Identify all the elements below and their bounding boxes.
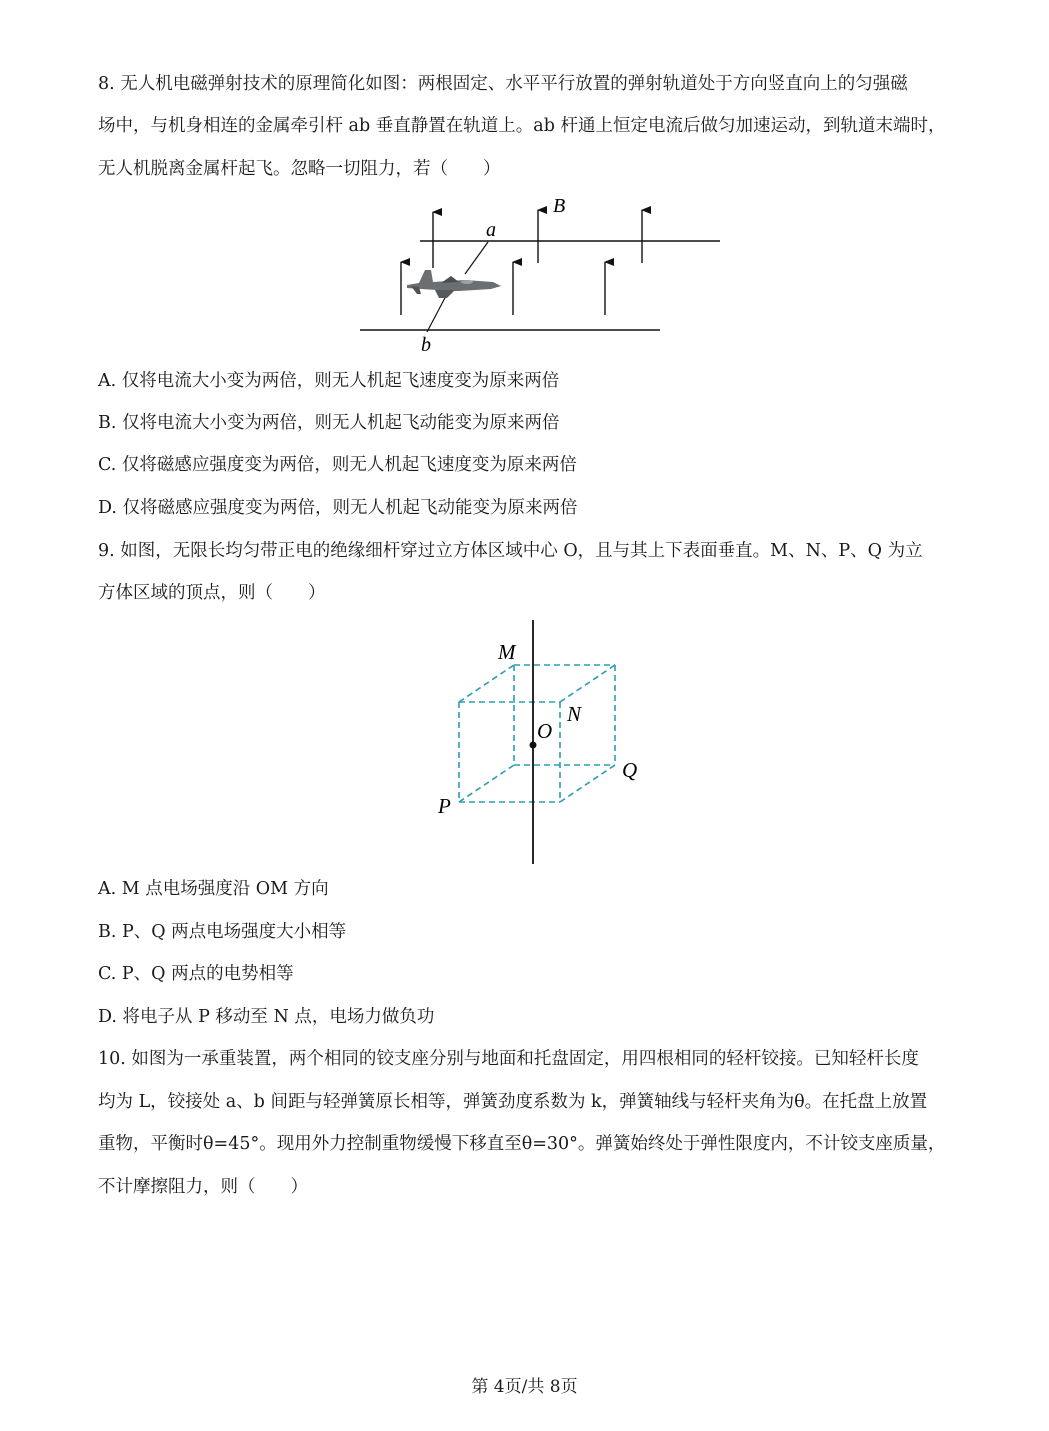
- label-M: M: [498, 640, 516, 664]
- label-B: B: [553, 195, 566, 217]
- q9-option-d: D. 将电子从 P 移动至 N 点，电场力做负功: [98, 1007, 435, 1027]
- page-number: 第 4页/共 8页: [471, 1377, 578, 1397]
- q8-option-b: B. 仅将电流大小变为两倍，则无人机起飞动能变为原来两倍: [98, 413, 560, 433]
- label-P: P: [438, 794, 451, 818]
- q9-option-a: A. M 点电场强度沿 OM 方向: [98, 879, 329, 899]
- q10-line-3: 重物，平衡时θ=45°。现用外力控制重物缓慢下移直至θ=30°。弹簧始终处于弹性限度内，不计铰支座质量，: [98, 1134, 946, 1154]
- q9-cube-figure: [430, 612, 650, 868]
- q9-option-b: B. P、Q 两点电场强度大小相等: [98, 922, 347, 942]
- q10-line-4: 不计摩擦阻力，则（ ）: [98, 1177, 308, 1197]
- q10-line-2: 均为 L，铰接处 a、b 间距与轻弹簧原长相等，弹簧劲度系数为 k，弹簧轴线与轻杆夹角为θ。在托盘上放置: [98, 1092, 928, 1112]
- q8-line-2: 场中，与机身相连的金属牵引杆 ab 垂直静置在轨道上。ab 杆通上恒定电流后做匀加速运动，到轨道末端时，: [98, 116, 946, 136]
- q9-line-2: 方体区域的顶点，则（ ）: [98, 583, 326, 603]
- label-Q: Q: [622, 758, 638, 782]
- airplane-icon: [407, 270, 501, 298]
- q8-line-1: 8. 无人机电磁弹射技术的原理简化如图：两根固定、水平平行放置的弹射轨道处于方向竖直向上的匀强磁: [98, 74, 908, 94]
- label-a: a: [486, 219, 496, 241]
- q9-line-1: 9. 如图，无限长均匀带正电的绝缘细杆穿过立方体区域中心 O，且与其上下表面垂直。M、N、P、Q 为立: [98, 541, 923, 561]
- q8-option-d: D. 仅将磁感应强度变为两倍，则无人机起飞动能变为原来两倍: [98, 498, 578, 518]
- q8-line-3: 无人机脱离金属杆起飞。忽略一切阻力，若（ ）: [98, 159, 501, 179]
- center-point-O: [530, 742, 537, 749]
- q9-option-c: C. P、Q 两点的电势相等: [98, 964, 294, 984]
- label-N: N: [567, 702, 582, 726]
- q8-rail-figure: [355, 190, 725, 355]
- q8-option-a: A. 仅将电流大小变为两倍，则无人机起飞速度变为原来两倍: [98, 371, 560, 391]
- label-O: O: [537, 719, 553, 743]
- label-b: b: [421, 334, 431, 355]
- q8-option-c: C. 仅将磁感应强度变为两倍，则无人机起飞速度变为原来两倍: [98, 455, 577, 475]
- q10-line-1: 10. 如图为一承重装置，两个相同的铰支座分别与地面和托盘固定，用四根相同的轻杆铰接。已知轻杆长度: [98, 1049, 919, 1069]
